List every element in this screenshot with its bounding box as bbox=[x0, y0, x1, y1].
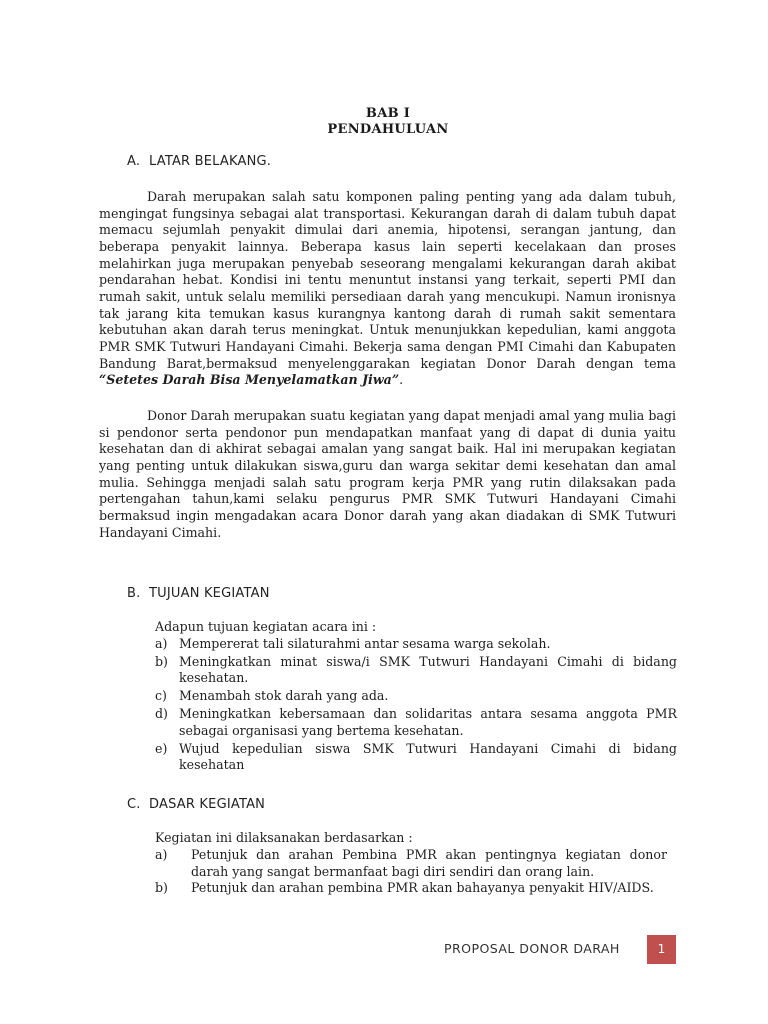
list-item bbox=[155, 688, 677, 705]
chapter-title: PENDAHULUAN bbox=[327, 122, 449, 137]
list-marker: e) bbox=[155, 740, 168, 756]
list-item bbox=[155, 636, 677, 653]
list-text: Wujud kepedulian siswa SMK Tutwuri Handayani Cimahi di bidang kesehatan bbox=[179, 740, 677, 773]
section-a-title: LATAR BELAKANG. bbox=[149, 154, 272, 169]
section-a-paragraph-2 bbox=[99, 408, 676, 541]
section-c-letter: C. bbox=[127, 797, 141, 812]
objectives-list bbox=[155, 636, 677, 775]
list-item bbox=[155, 654, 677, 687]
basis-list bbox=[155, 847, 667, 897]
list-marker: d) bbox=[155, 706, 168, 722]
list-text: Petunjuk dan arahan pembina PMR akan bahayanya penyakit HIV/AIDS. bbox=[191, 880, 654, 896]
list-text: Petunjuk dan arahan Pembina PMR akan pentingnya kegiatan donor darah yang sangat bermanfaat bagi diri sendiri dan orang lain. bbox=[191, 847, 667, 879]
event-theme: “Setetes Darah Bisa Menyelamatkan Jiwa” bbox=[99, 372, 400, 388]
list-text: Menambah stok darah yang ada. bbox=[179, 688, 389, 704]
list-marker: c) bbox=[155, 688, 167, 704]
paragraph-2-text: Donor Darah merupakan suatu kegiatan yang dapat menjadi amal yang mulia bagi si pendonor serta pendonor pun mendapatkan manfaat yang di dapat di dunia yaitu kesehatan dan di akhirat sebagai amalan yang sangat baik. Hal ini merupakan kegiatan yang penting untuk dilakukan siswa,guru dan warga sekitar demi kesehatan dan amal mulia. Sehingga menjadi salah satu program kerja PMR yang rutin dilaksakan pada pertengahan tahun,kami selaku pengurus PMR SMK Tutwuri Handayani Cimahi bermaksud ingin mengadakan acara Donor darah yang akan diadakan di SMK Tutwuri Handayani Cimahi. bbox=[99, 408, 676, 540]
list-marker: a) bbox=[155, 847, 168, 862]
section-a-paragraph-1 bbox=[99, 189, 676, 389]
section-b-intro: Adapun tujuan kegiatan acara ini : bbox=[155, 619, 377, 634]
section-a-heading bbox=[127, 154, 271, 169]
section-b-letter: B. bbox=[127, 586, 141, 601]
list-item bbox=[155, 880, 667, 897]
paragraph-1-text: Darah merupakan salah satu komponen paling penting yang ada dalam tubuh, mengingat fungsinya sebagai alat transportasi. Kekurangan darah di dalam tubuh dapat memacu sejumlah penyakit dimulai dari anemia, hipotensi, serangan jantung, dan beberapa penyakit lainnya. Beberapa kasus lain seperti kecelakaan dan proses melahirkan juga merupakan penyebab seseorang mengalami kekurangan darah akibat pendarahan hebat. Kondisi ini tentu menuntut instansi yang terkait, seperti PMI dan rumah sakit, untuk selalu memiliki persediaan darah yang mencukupi. Namun ironisnya tak jarang kita temukan kasus kurangnya kantong darah di rumah sakit sementara kebutuhan akan darah terus meningkat. Untuk menunjukkan kepedulian, kami anggota PMR SMK Tutwuri Handayani Cimahi. Bekerja sama dengan PMI Cimahi dan Kabupaten Bandung Barat,bermaksud menyelenggarakan kegiatan Donor Darah dengan tema bbox=[99, 189, 676, 371]
list-item bbox=[155, 741, 677, 774]
section-c-intro: Kegiatan ini dilaksanakan berdasarkan : bbox=[155, 830, 413, 845]
list-item bbox=[155, 847, 667, 880]
section-c-title: DASAR KEGIATAN bbox=[149, 797, 266, 812]
list-marker: a) bbox=[155, 636, 168, 651]
list-text: Mempererat tali silaturahmi antar sesama warga sekolah. bbox=[179, 636, 551, 651]
section-a-letter: A. bbox=[127, 154, 141, 169]
section-b-title: TUJUAN KEGIATAN bbox=[149, 586, 270, 601]
paragraph-1-end: . bbox=[399, 372, 404, 388]
list-text: Meningkatkan kebersamaan dan solidaritas antara sesama anggota PMR sebagai organisasi yang bertema kesehatan. bbox=[179, 706, 677, 738]
footer-document-title: PROPOSAL DONOR DARAH bbox=[444, 941, 620, 956]
chapter-number: BAB I bbox=[365, 106, 411, 121]
list-text: Meningkatkan minat siswa/i SMK Tutwuri Handayani Cimahi di bidang kesehatan. bbox=[179, 653, 677, 686]
section-b-heading bbox=[127, 586, 270, 601]
list-marker: b) bbox=[155, 653, 168, 669]
page-number-badge: 1 bbox=[647, 935, 676, 964]
section-c-heading bbox=[127, 797, 265, 812]
list-marker: b) bbox=[155, 880, 168, 896]
list-item bbox=[155, 706, 677, 739]
